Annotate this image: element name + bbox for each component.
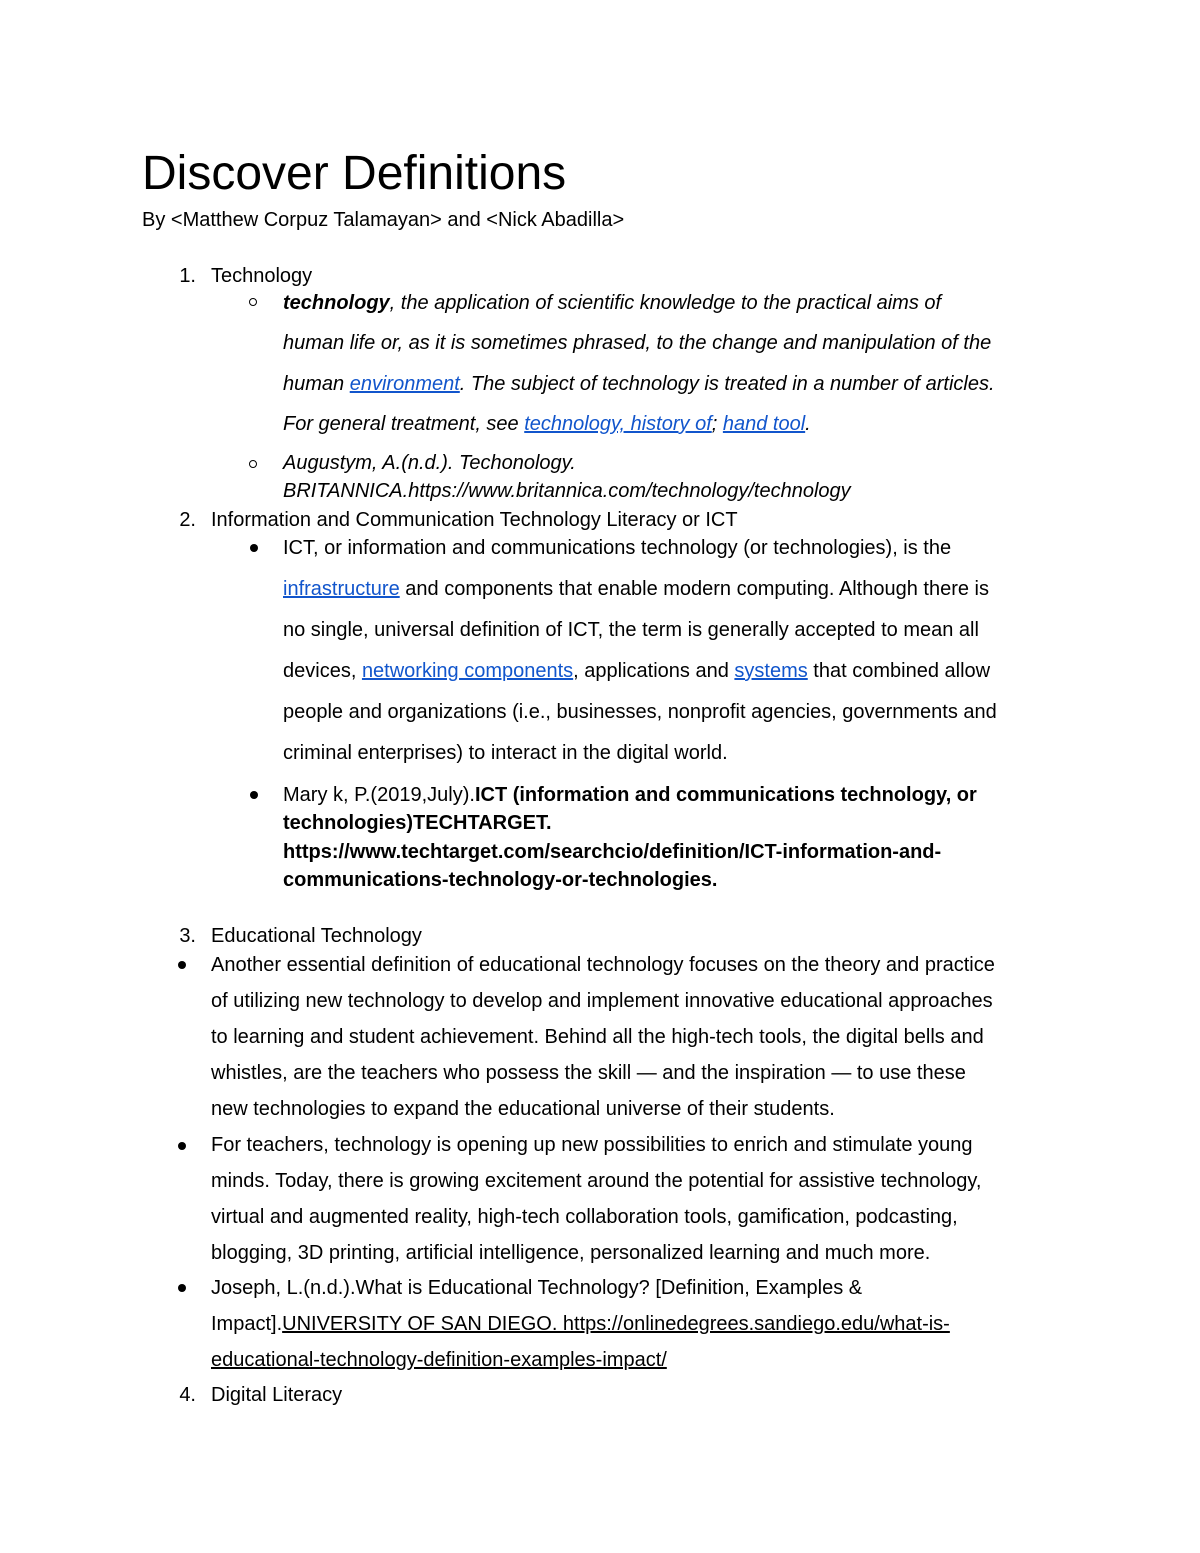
reference-line	[211, 1342, 667, 1378]
definition-line: technology, the application of scientific knowledge to the practical aims of	[283, 292, 942, 314]
reference-line: Joseph, L.(n.d.).What is Educational Technology? [Definition, Examples &	[211, 1277, 863, 1299]
bullet-icon	[250, 791, 258, 799]
page-title: Discover Definitions	[142, 147, 567, 200]
link-infrastructure[interactable]: infrastructure	[283, 578, 400, 600]
list-number: 3.	[179, 925, 196, 947]
hollow-bullet-icon	[249, 298, 257, 306]
byline: By <Matthew Corpuz Talamayan> and <Nick Abadilla>	[142, 209, 625, 231]
link-systems[interactable]: systems	[734, 660, 808, 682]
paragraph-line: whistles, are the teachers who possess the skill — and the inspiration — to use these	[211, 1062, 966, 1084]
definition-line: people and organizations (i.e., businesses, nonprofit agencies, governments and	[283, 701, 997, 723]
bullet-icon	[250, 544, 258, 552]
reference-line: Augustym, A.(n.d.). Techonology.	[283, 452, 576, 474]
reference-line: BRITANNICA.https://www.britannica.com/technology/technology	[283, 480, 851, 502]
link-san-diego-cont[interactable]: educational-technology-definition-examples-impact/	[211, 1349, 667, 1371]
reference-line: Impact].UNIVERSITY OF SAN DIEGO. https://onlinedegrees.sandiego.edu/what-is-	[211, 1313, 950, 1335]
section-heading-digital-literacy: Digital Literacy	[211, 1384, 343, 1406]
definition-line: human environment. The subject of technology is treated in a number of articles.	[283, 373, 995, 395]
paragraph-line: blogging, 3D printing, artificial intelligence, personalized learning and much more.	[211, 1242, 931, 1264]
link-hand-tool[interactable]: hand tool	[722, 413, 806, 435]
list-number: 1.	[179, 265, 196, 287]
paragraph-line: For teachers, technology is opening up new possibilities to enrich and stimulate young	[211, 1134, 973, 1156]
definition-line: criminal enterprises) to interact in the digital world.	[283, 742, 728, 764]
paragraph-line: to learning and student achievement. Behind all the high-tech tools, the digital bells and	[211, 1026, 984, 1048]
section-heading-ict: Information and Communication Technology Literacy or ICT	[211, 509, 738, 531]
list-number: 4.	[179, 1384, 196, 1406]
section-heading-educational-technology: Educational Technology	[211, 925, 422, 947]
paragraph-line: new technologies to expand the educational universe of their students.	[211, 1098, 835, 1120]
reference-line: Mary k, P.(2019,July).ICT (information and communications technology, or	[283, 784, 977, 806]
bullet-icon	[178, 961, 186, 969]
definition-line: devices, networking components, applications and systems that combined allow	[283, 660, 991, 682]
definition-line: ICT, or information and communications technology (or technologies), is the	[283, 537, 952, 559]
hollow-bullet-icon	[249, 460, 257, 468]
bullet-icon	[178, 1284, 186, 1292]
reference-line: communications-technology-or-technologies.	[283, 869, 718, 891]
paragraph-line: of utilizing new technology to develop and implement innovative educational approaches	[211, 990, 993, 1012]
reference-line: technologies)TECHTARGET.	[283, 812, 552, 834]
link-environment[interactable]: environment	[349, 373, 460, 395]
reference-line: https://www.techtarget.com/searchcio/definition/ICT-information-and-	[283, 841, 942, 863]
definition-line: no single, universal definition of ICT, the term is generally accepted to mean all	[283, 619, 979, 641]
link-technology-history[interactable]: technology, history of	[524, 413, 712, 435]
definition-line: human life or, as it is sometimes phrased, to the change and manipulation of the	[283, 332, 992, 354]
paragraph-line: virtual and augmented reality, high-tech collaboration tools, gamification, podcasting,	[211, 1206, 958, 1228]
paragraph-line: minds. Today, there is growing excitement around the potential for assistive technology,	[211, 1170, 982, 1192]
link-san-diego[interactable]: UNIVERSITY OF SAN DIEGO. https://onlinedegrees.sandiego.edu/what-is-	[282, 1313, 950, 1335]
section-heading-technology: Technology	[211, 265, 313, 287]
link-networking-components[interactable]: networking components	[361, 660, 574, 682]
definition-line: infrastructure and components that enable modern computing. Although there is	[283, 578, 989, 600]
definition-line: For general treatment, see technology, history of; hand tool.	[283, 413, 811, 435]
bullet-icon	[178, 1142, 186, 1150]
list-number: 2.	[179, 509, 196, 531]
paragraph-line: Another essential definition of educational technology focuses on the theory and practice	[211, 954, 995, 976]
